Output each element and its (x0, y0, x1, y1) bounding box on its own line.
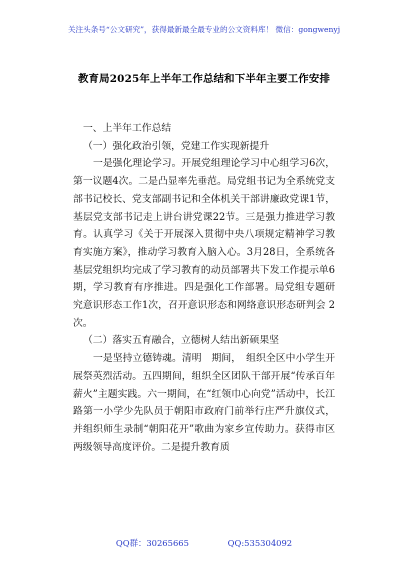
document-body (73, 120, 335, 456)
paragraph: 一是坚持立德铸魂。清明 期间， 组织全区中小学生开展祭英烈活动。五四期间，组织全区团队干部开展“传承百年薪火”主题实践。六一期间，在“红领巾心向党”活动中，长江路第一小学少先队员于朝阳市政府门前举行庄严升旗仪式，并组织师生录制“朝阳花开”歌曲为家乡宣传助力。获得市区两级领导高度评价。二是提升教育质 (73, 353, 335, 453)
qq-group-label: QQ群：30265665 (115, 538, 189, 548)
document-title: 教育局2025年上半年工作总结和下半年主要工作安排 (77, 73, 331, 85)
paragraph: 一是强化理论学习。开展党组理论学习中心组学习6次，第一议题4次。二是凸显率先垂范。局党组书记为全系统党支部书记校长、党支部副书记和全体机关干部讲廉政党课1节，基层党支部书记走上讲台讲党课22节。三是强力推进学习教育。认真学习《关于开展深入贯彻中央八项规定精神学习教育实施方案》，推动学习教育入脑入心。3月28日，全系统各基层党组织均完成了学习教育的动员部署共下发工作提示单6期，学习教育有序推进。四是强化工作部署。局党组专题研究意识形态工作1次，召开意识形态和网络意识形态研判会 2 次。 (73, 158, 335, 329)
subsection-heading: （二）落实五育融合，立德树人结出新硕果坚 (83, 335, 279, 347)
footer-contact (0, 537, 408, 549)
header-banner: 关注头条号“公文研究”，获得最新最全最专业的公文资料库！ 微信：gongwenyj (67, 25, 341, 34)
section-heading: 一、上半年工作总结 (83, 123, 172, 134)
qq-label: QQ:535304092 (227, 538, 293, 548)
subsection-heading: （一）强化政治引领，党建工作实现新提升 (83, 140, 270, 152)
